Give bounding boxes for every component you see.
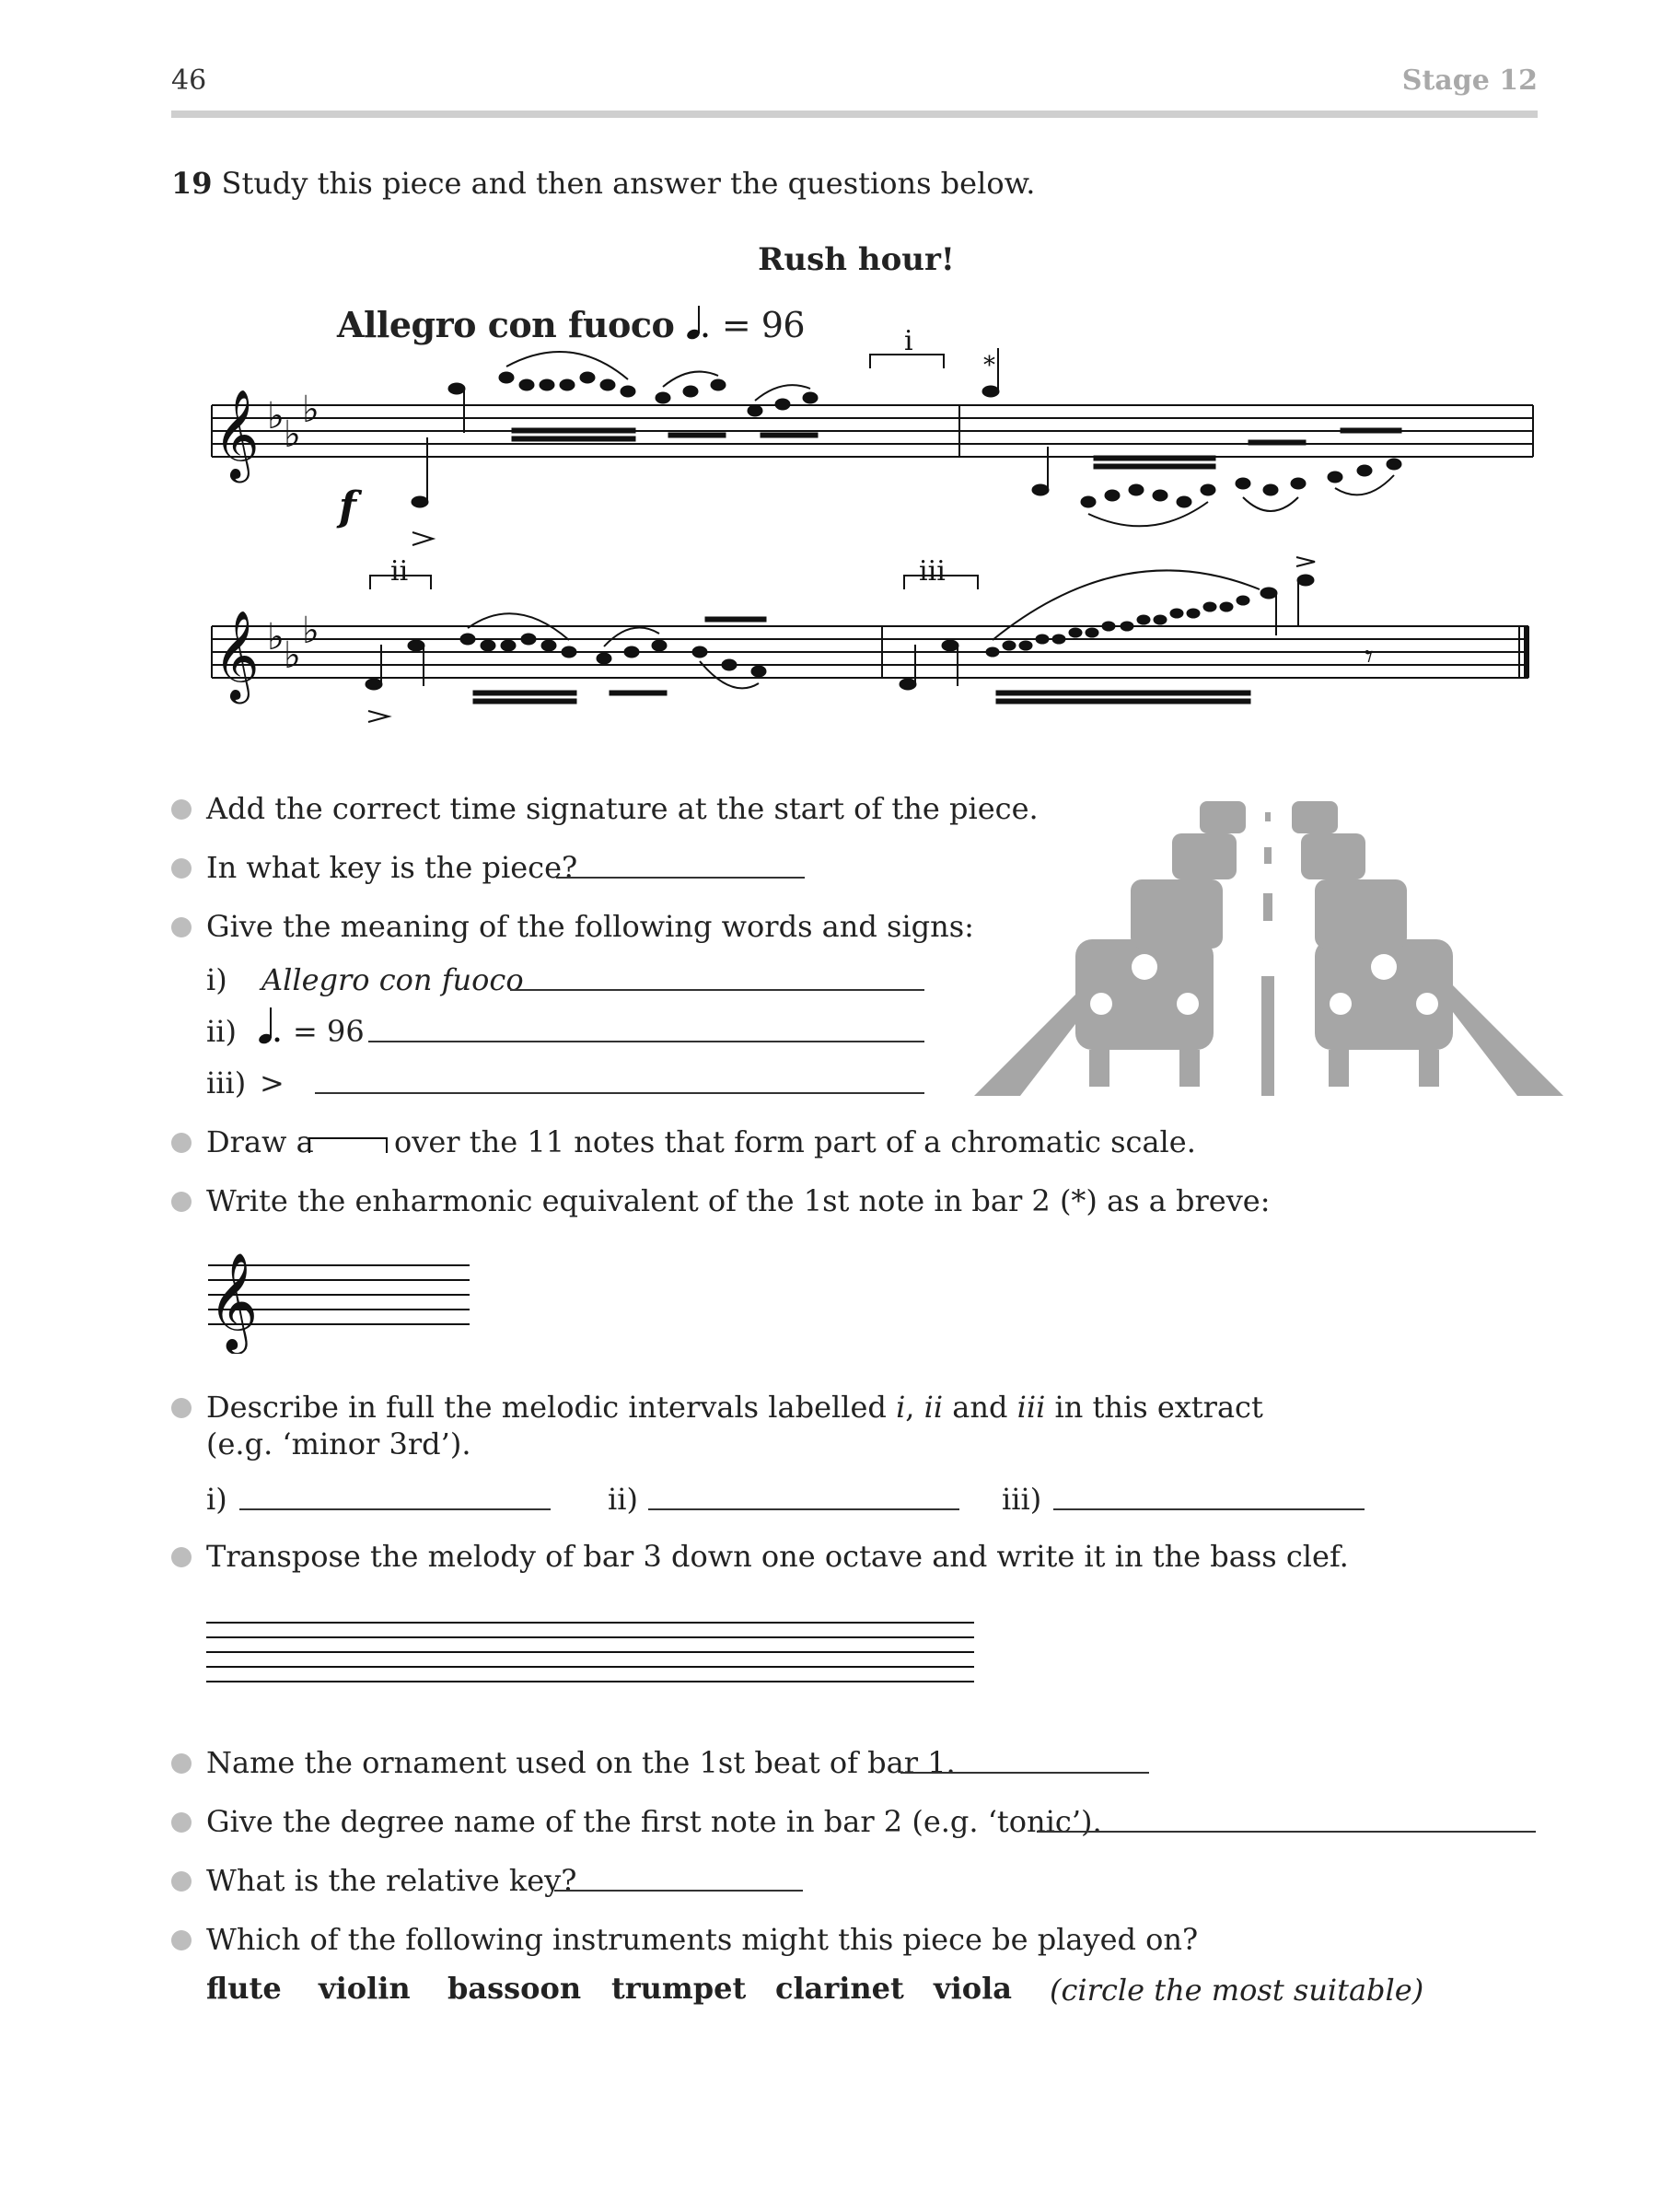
bullet [171, 1812, 192, 1833]
meaning-label-iii: iii) [206, 1065, 247, 1100]
instrument-clarinet[interactable]: clarinet [775, 1971, 904, 2006]
bullet [171, 1398, 192, 1418]
task-meaning: Give the meaning of the following words and signs: [206, 909, 974, 944]
svg-text:♭: ♭ [302, 389, 319, 431]
key-answer-blank[interactable] [556, 877, 805, 879]
ornament-answer-blank[interactable] [900, 1772, 1149, 1774]
task-ornament: Name the ornament used on the 1st beat of bar 1. [206, 1745, 956, 1780]
interval-label-i: i [904, 325, 913, 357]
bullet [171, 1133, 192, 1153]
svg-text:♭: ♭ [284, 634, 301, 677]
bullet [171, 1930, 192, 1950]
treble-clef-icon: 𝄞 [208, 1252, 259, 1350]
interval-label-iii: iii [919, 555, 946, 588]
svg-text:♭: ♭ [267, 395, 285, 437]
task-intervals-example: (e.g. ‘minor 3rd’). [206, 1426, 471, 1461]
bracket-icon [308, 1135, 390, 1155]
page-number: 46 [171, 64, 207, 97]
instrument-bassoon[interactable]: bassoon [447, 1971, 582, 2006]
question-heading [171, 166, 1035, 201]
instrument-trumpet[interactable]: trumpet [611, 1971, 747, 2006]
interval-answer-i[interactable] [239, 1508, 551, 1510]
bullet [171, 917, 192, 937]
meaning-answer-i[interactable] [510, 989, 924, 991]
instrument-viola[interactable]: viola [934, 1971, 1012, 2006]
asterisk-mark: * [983, 352, 995, 379]
music-staff-line-2 [203, 553, 1547, 737]
bullet [171, 1547, 192, 1567]
question-number: 19 [171, 166, 213, 201]
meaning-label-ii: ii) [206, 1014, 237, 1049]
dynamic-mark: f [339, 483, 356, 530]
interval-answer-label-i: i) [206, 1482, 227, 1517]
task-key: In what key is the piece? [206, 850, 578, 885]
meaning-text-ii: = 96 [293, 1014, 365, 1049]
relative-answer-blank[interactable] [554, 1890, 803, 1892]
degree-answer-blank[interactable] [1037, 1831, 1536, 1833]
instrument-flute[interactable]: flute [206, 1971, 282, 2006]
tempo-value: = 96 [721, 305, 806, 345]
bullet [171, 1871, 192, 1892]
task-transpose: Transpose the melody of bar 3 down one octave and write it in the bass clef. [206, 1539, 1349, 1574]
transpose-answer-staff[interactable] [203, 1613, 985, 1696]
task-time-signature: Add the correct time signature at the start of the piece. [206, 791, 1039, 826]
svg-text:𝄞: 𝄞 [214, 610, 260, 700]
header-rule [171, 111, 1538, 118]
meaning-answer-iii[interactable] [315, 1092, 924, 1094]
interval-answer-label-ii: ii) [608, 1482, 638, 1517]
treble-clef-icon: 𝄞 [214, 389, 260, 479]
bullet [171, 1192, 192, 1212]
task-instruments: Which of the following instruments might this piece be played on? [206, 1922, 1199, 1957]
meaning-text-i: Allegro con fuoco [261, 962, 524, 997]
question-instruction: Study this piece and then answer the questions below. [221, 166, 1036, 201]
meaning-answer-ii[interactable] [368, 1041, 924, 1042]
instruments-note: (circle the most suitable) [1050, 1973, 1424, 2008]
interval-answer-label-iii: iii) [1002, 1482, 1042, 1517]
interval-answer-ii[interactable] [648, 1508, 959, 1510]
task-chromatic-post: over the 11 notes that form part of a chromatic scale. [394, 1124, 1196, 1159]
traffic-jam-cars-illustration [974, 792, 1563, 1105]
meaning-text-iii: > [260, 1065, 285, 1100]
svg-text:♭: ♭ [267, 616, 285, 658]
tempo-text: Allegro con fuoco [337, 304, 675, 345]
dotted-crotchet-icon [258, 1004, 282, 1046]
svg-text:♭: ♭ [284, 413, 301, 456]
task-enharmonic: Write the enharmonic equivalent of the 1st note in bar 2 (*) as a breve: [206, 1183, 1271, 1218]
svg-text:𝄾: 𝄾 [1365, 638, 1374, 676]
bullet [171, 1753, 192, 1774]
meaning-label-i: i) [206, 962, 227, 997]
instrument-violin[interactable]: violin [319, 1971, 411, 2006]
task-chromatic-pre: Draw a [206, 1124, 314, 1159]
interval-answer-iii[interactable] [1053, 1508, 1365, 1510]
svg-text:♭: ♭ [302, 610, 319, 652]
enharmonic-answer-staff[interactable] [203, 1234, 479, 1354]
task-degree: Give the degree name of the first note in bar 2 (e.g. ‘tonic’). [206, 1804, 1102, 1839]
task-intervals: Describe in full the melodic intervals labelled i, ii and iii in this extract [206, 1390, 1263, 1425]
task-relative: What is the relative key? [206, 1863, 577, 1898]
music-staff-line-1 [203, 313, 1547, 553]
piece-title: Rush hour! [758, 241, 955, 278]
stage-label: Stage 12 [1401, 64, 1538, 97]
bullet [171, 799, 192, 820]
bullet [171, 858, 192, 879]
interval-label-ii: ii [390, 555, 409, 588]
